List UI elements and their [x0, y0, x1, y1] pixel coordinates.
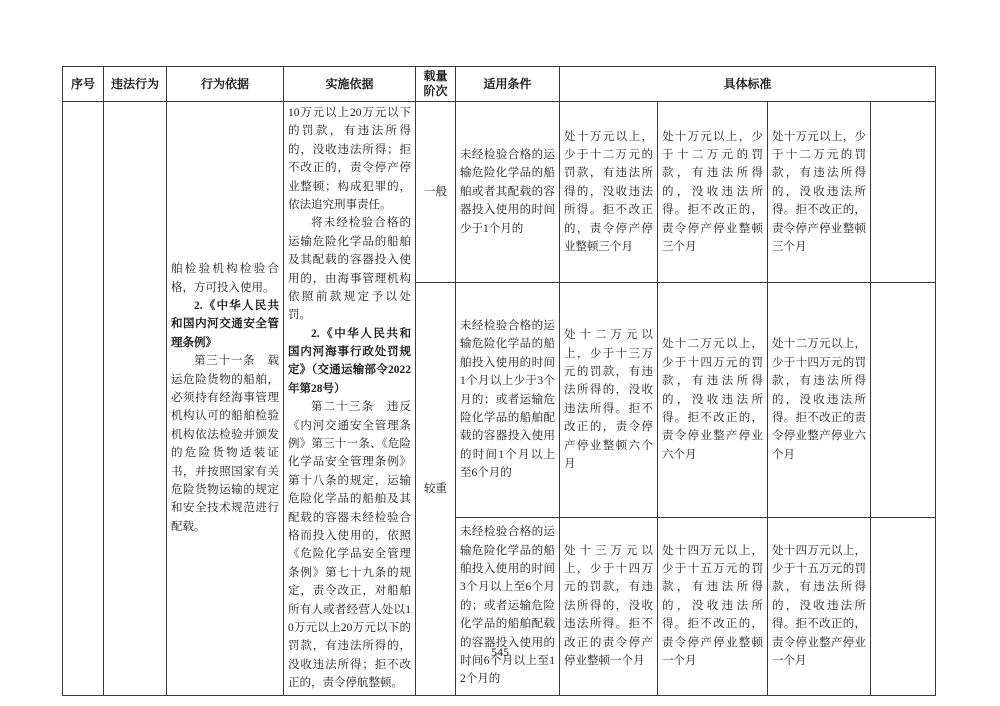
standard-extra-cell: [871, 517, 936, 695]
page-number: 545: [491, 645, 509, 659]
condition-cell: 未经检验合格的运输危险化学品的船舶投入使用的时间1个月以上少于3个月的；或者运输危险化学品的船舶配载的容器投入使用的时间1个月以上至6个月的: [456, 283, 560, 518]
col-header-behavior-basis: 行为依据: [167, 67, 284, 102]
table-row-general: [63, 102, 936, 283]
impl-basis-cell: [284, 102, 416, 696]
basis-paragraph: 舶检验机构检验合格，方可投入使用。: [171, 263, 279, 294]
basis-paragraph: 2.《中华人民共和国内河交通安全管理条例》: [171, 300, 279, 349]
standard-cell: 处十二万元以上，少于十四万元的罚款，有违法所得的，没收违法所得。拒不改正的责令停业整产停业六个月: [768, 283, 871, 518]
impl-paragraph: 第二十三条 违反《内河交通安全管理条例》第三十一条、《危险化学品安全管理条例》第十八条的规定，运输危险化学品的船舶及其配载的容器未经检验合格而投入使用的，依照《危险化学品安全管理条例》第七十九条的规定，责令改正，对船舶所有人或者经营人处以10万元以上20万元以下的罚款，有违法所得的，没收违法所得；拒不改正的，责令停航整顿。: [288, 401, 411, 690]
col-header-standard: 具体标准: [560, 67, 936, 102]
standard-cell: 处十万元以上，少于十二万元的罚款，有违法所得的，没收违法所得。拒不改正的，责令停产停业整顿三个月: [658, 102, 768, 283]
standard-extra-cell: [871, 102, 936, 283]
violation-cell: [104, 102, 167, 696]
standard-cell: 处十三万元以上，少于十四万元的罚款，有违法所得的，没收违法所得。拒不改正的责令停产停业整顿一个月: [560, 517, 658, 695]
standard-cell: 处十万元以上，少于十二万元的罚款，有违法所得的，没收违法所得。拒不改正的，责令停产停业整顿三个月: [560, 102, 658, 283]
behavior-basis-cell: [167, 102, 284, 696]
standard-cell: 处十四万元以上，少于十五万元的罚款，有违法所得的，没收违法所得。拒不改正的，责令停产停业整顿一个月: [658, 517, 768, 695]
tier-cell-general: 一般: [416, 102, 456, 283]
table-header-row: [63, 67, 936, 102]
col-header-condition: 适用条件: [456, 67, 560, 102]
standard-cell: 处十二万元以上，少于十三万元的罚款，有违法所得的，没收违法所得。拒不改正的，责令停产停业整顿六个月: [560, 283, 658, 518]
condition-cell: 未经检验合格的运输危险化学品的船舶投入使用的时间3个月以上至6个月的；或者运输危险化学品的船舶配载的容器投入使用的时间6个月以上至12个月的: [456, 517, 560, 695]
penalty-standards-table: [62, 66, 936, 696]
standard-extra-cell: [871, 283, 936, 518]
impl-paragraph: 将未经检验合格的运输危险化学品的船舶及其配载的容器投入使用的，由海事管理机构依照前款规定予以处罚。: [288, 217, 411, 322]
col-header-impl-basis: 实施依据: [284, 67, 416, 102]
standard-cell: 处十四万元以上，少于十五万元的罚款，有违法所得的，没收违法所得。拒不改正的，责令停业整产停业一个月: [768, 517, 871, 695]
seq-cell: [63, 102, 104, 696]
col-header-violation: 违法行为: [104, 67, 167, 102]
basis-paragraph: 第三十一条 载运危险货物的船舶，必须持有经海事管理机构认可的船舶检验机构依法检验并颁发的危险货物适装证书，并按照国家有关危险货物运输的规定和安全技术规范进行配载。: [171, 355, 279, 533]
standard-cell: 处十万元以上，少于十二万元的罚款，有违法所得的，没收违法所得。拒不改正的，责令停产停业整顿三个月: [768, 102, 871, 283]
col-header-seq: 序号: [63, 67, 104, 102]
col-header-tier: 载量阶次: [416, 67, 456, 102]
impl-paragraph: 2.《中华人民共和国内河海事行政处罚规定》（交通运输部令2022年第28号）: [288, 327, 411, 395]
tier-cell-severe: 较重: [416, 283, 456, 696]
impl-paragraph: 10万元以上20万元以下的罚款，有违法所得的，没收违法所得；拒不改正的，责令停产停业整顿；构成犯罪的，依法追究刑事责任。: [288, 107, 411, 211]
condition-cell: 未经检验合格的运输危险化学品的船舶或者其配载的容器投入使用的时间少于1个月的: [456, 102, 560, 283]
standard-cell: 处十二万元以上，少于十四万元的罚款，有违法所得的，没收违法所得。拒不改正的，责令停业整产停业六个月: [658, 283, 768, 518]
